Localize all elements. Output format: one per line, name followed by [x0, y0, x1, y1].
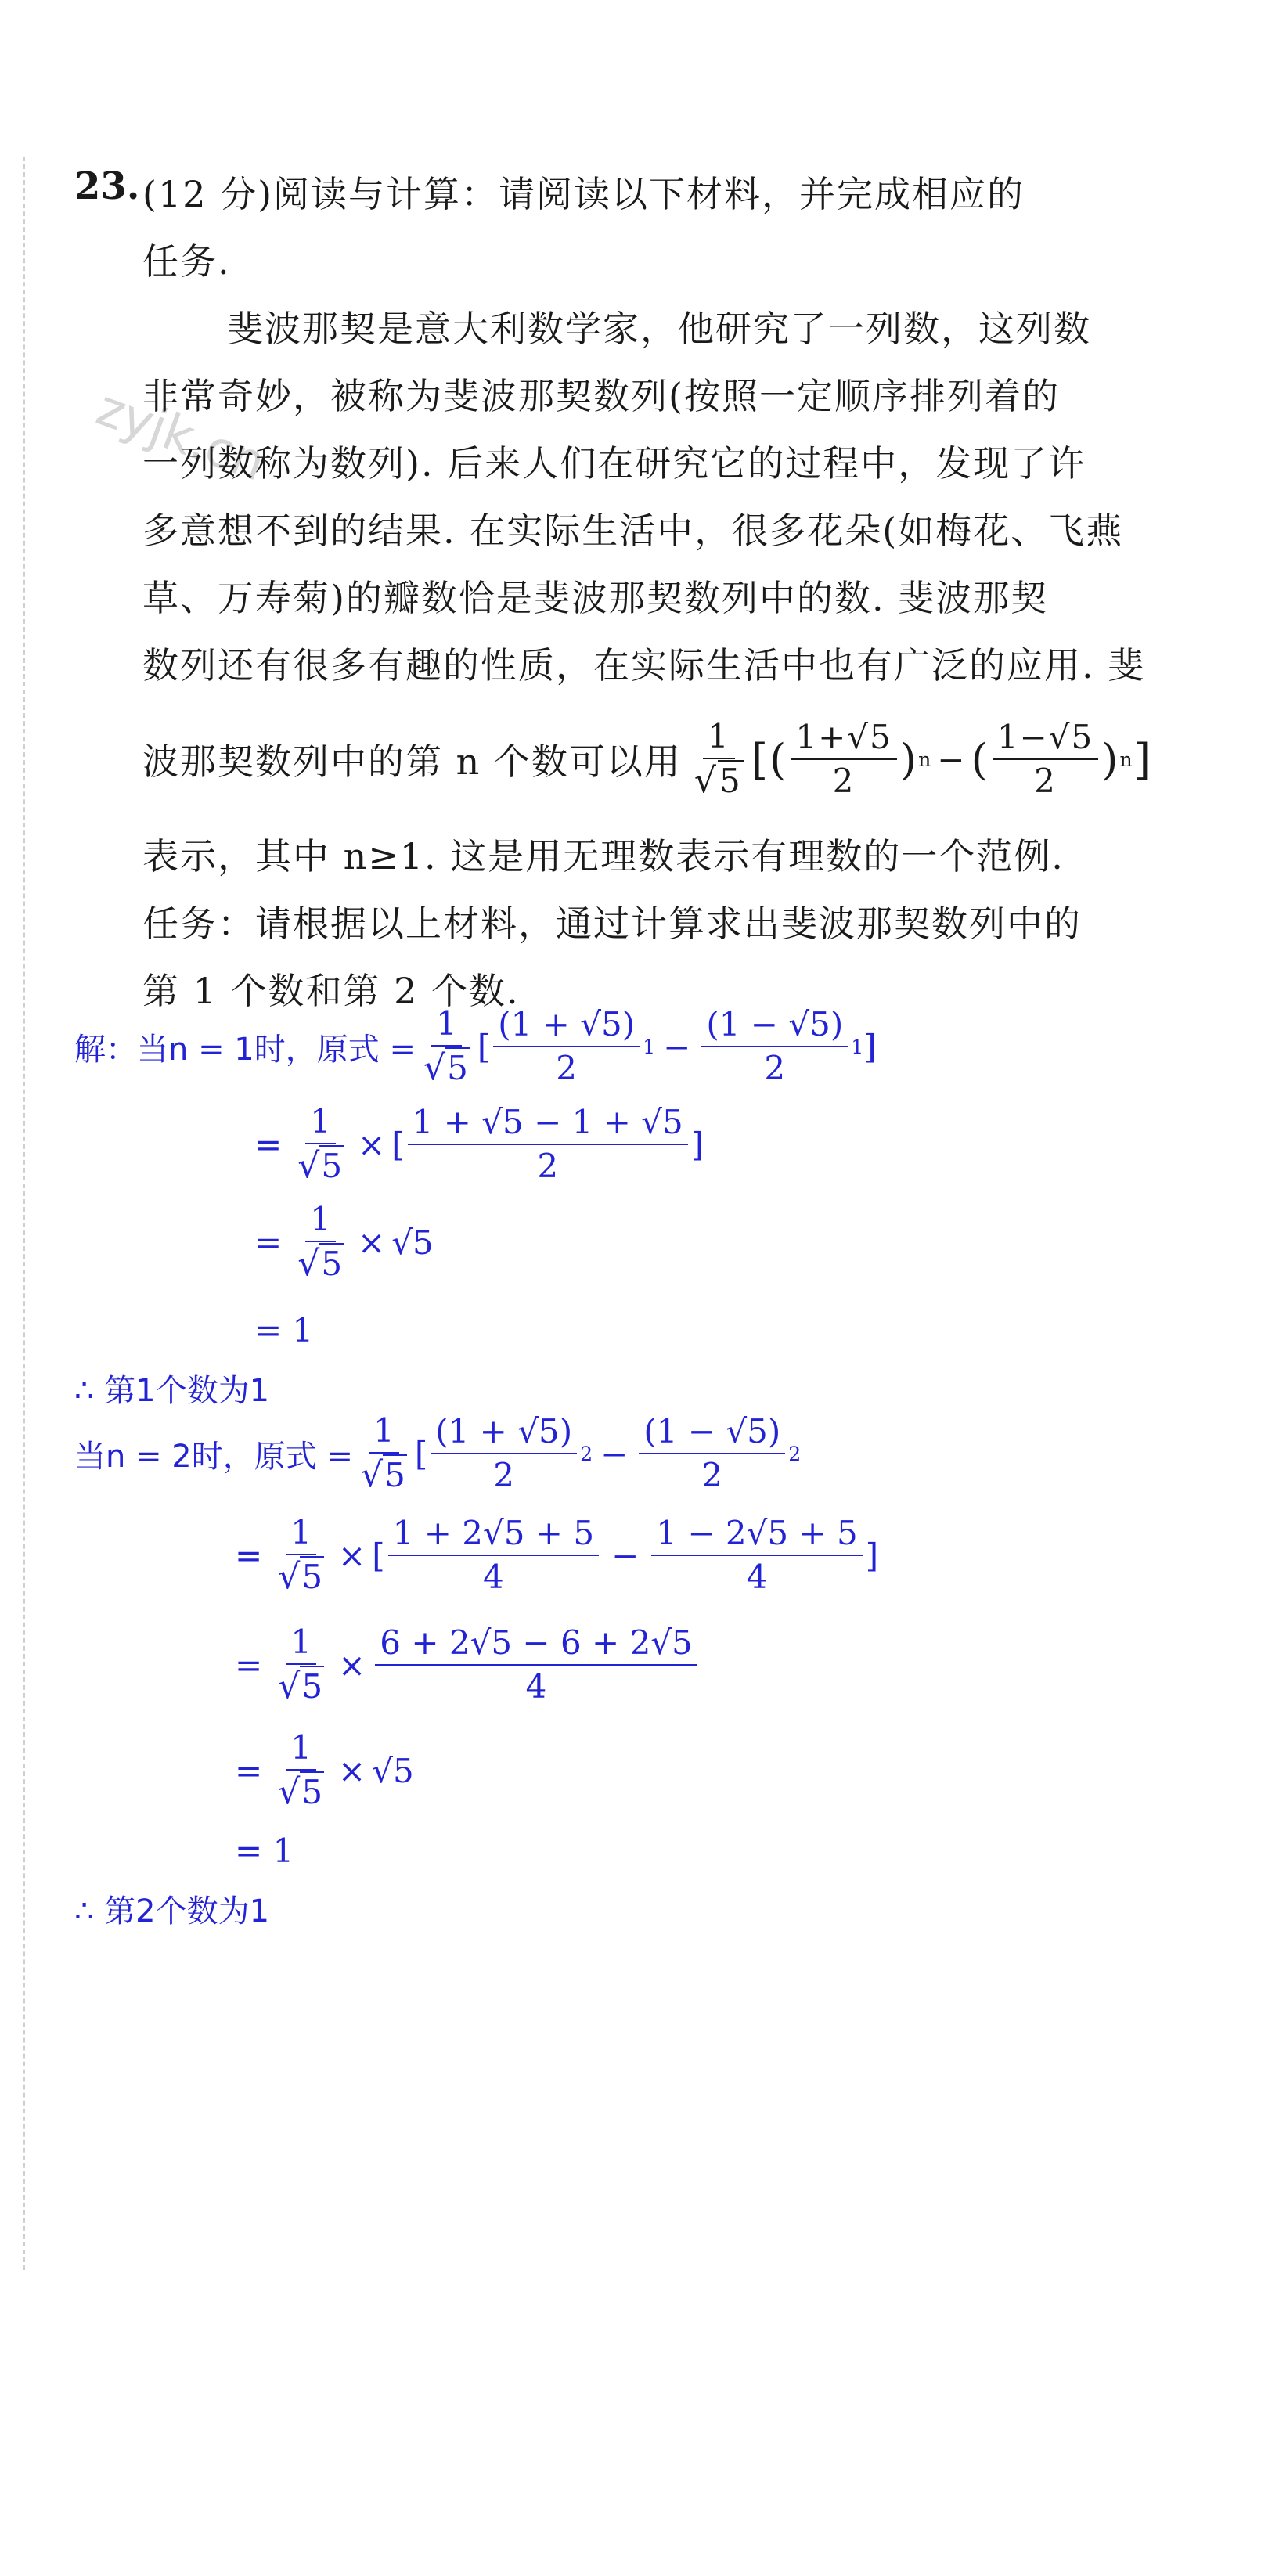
answer-case1-line2: = $\frac{1}{√5}$ × [ $\frac{1 + √5 - 1 + √5}{2}$ ] [254, 1102, 704, 1187]
margin-dashed-line [23, 157, 25, 2270]
answer-case1-line3: = $\frac{1}{√5}$ × √5 [254, 1200, 434, 1284]
formula-term-2: $\frac{1-√5}{2}$ [993, 719, 1098, 799]
formula-exponent-2: n [1119, 748, 1134, 771]
formula-coefficient: $\frac{1}{√5}$ [694, 717, 742, 802]
answer-case2-line3: = $\frac{1}{√5}$ × $\frac{6 + 2√5 - 6 + 2√5}{4}$ [235, 1624, 701, 1706]
question-line-12: 第 1 个数和第 2 个数. [142, 970, 520, 1012]
question-line-11: 任务：请根据以上材料，通过计算求出斐波那契数列中的 [142, 903, 1082, 945]
formula-term-1: $\frac{1+√5}{2}$ [791, 719, 896, 799]
question-line-5: 一列数称为数列). 后来人们在研究它的过程中，发现了许 [142, 442, 1086, 485]
question-line-10: 表示，其中 n≥1. 这是用无理数表示有理数的一个范例. [142, 835, 1065, 877]
answer-case1-result: = 1 [254, 1311, 314, 1349]
watermark: zyjk.cn [89, 379, 273, 493]
case1-intro: 当n = 1时，原式 = [137, 1031, 416, 1068]
answer-label: 解： [74, 1031, 137, 1068]
formula-exponent-1: n [918, 748, 933, 771]
answer-case1-line1: 解： 当n = 1时，原式 = $\frac{1}{√5}$ [ $\frac{(1 + √5)}{2}$ 1 − $\frac{(1 - √5)}{2}$ 1 ] [74, 1004, 877, 1089]
answer-case2-line2: = $\frac{1}{√5}$ × [ $\frac{1 + 2√5 + 5}{4}$ − $\frac{1 - 2√5 + 5}{4}$ ] [235, 1513, 879, 1598]
answer-case2-line1: 当n = 2时，原式 = $\frac{1}{√5}$ [ $\frac{(1 + √5)}{2}$ 2 − $\frac{(1 - √5)}{2}$ 2 [74, 1411, 802, 1496]
question-line-2: 任务. [142, 240, 231, 283]
question-line-9-text: 波那契数列中的第 n 个数可以用 [142, 740, 682, 784]
fibonacci-formula: $\frac{1}{√5}$ [ ( $\frac{1+√5}{2}$ ) n − ( $\frac{1-√5}{2}$ ) n ] [686, 719, 1152, 801]
question-line-3: 斐波那契是意大利数学家，他研究了一列数，这列数 [227, 308, 1091, 350]
question-line-8: 数列还有很多有趣的性质，在实际生活中也有广泛的应用. 斐 [142, 644, 1146, 686]
question-line-7: 草、万寿菊)的瓣数恰是斐波那契数列中的数. 斐波那契 [142, 577, 1049, 619]
question-line-1: (12 分)阅读与计算：请阅读以下材料，并完成相应的 [142, 173, 1025, 215]
question-line-4: 非常奇妙，被称为斐波那契数列(按照一定顺序排列着的 [142, 375, 1060, 417]
question-number: 23. [74, 164, 140, 208]
answer-case2-line4: = $\frac{1}{√5}$ × √5 [235, 1728, 414, 1813]
answer-case1-conclusion: ∴ 第1个数为1 [74, 1373, 270, 1409]
answer-case2-result: = 1 [235, 1832, 294, 1870]
question-line-9 [142, 719, 1152, 801]
question-line-6: 多意想不到的结果. 在实际生活中，很多花朵(如梅花、飞燕 [142, 510, 1124, 552]
case2-intro: 当n = 2时，原式 = [74, 1438, 353, 1475]
answer-case2-conclusion: ∴ 第2个数为1 [74, 1893, 270, 1929]
